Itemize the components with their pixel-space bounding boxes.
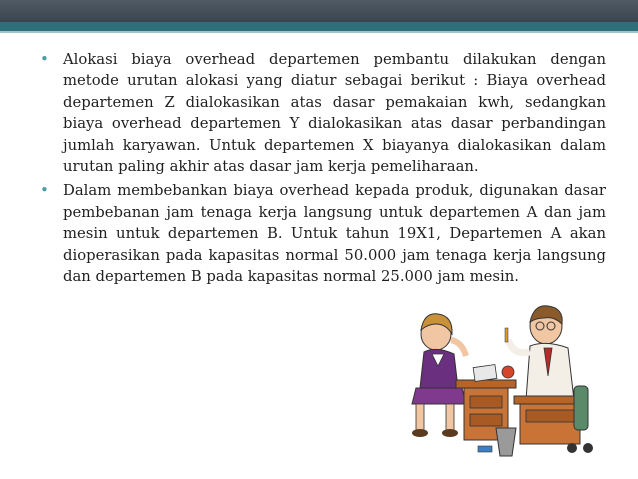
bullet-text: Alokasi biaya overhead departemen pembantu dilakukan dengan metode urutan alokasi yang diatur sebagai berikut : Biaya overhead departemen Z dialokasikan atas dasar pemakaian kwh, sedangkan biaya overhead departemen Y dialokasikan atas dasar perbandingan jumlah karyawan. Untuk departemen X biayanya dialokasikan dalam urutan paling akhir atas dasar jam kerja pemeliharaan.	[63, 51, 606, 176]
bullet-icon: •	[40, 181, 49, 200]
bullet-item	[40, 49, 606, 177]
header-band-teal	[0, 22, 638, 31]
bullet-text: Dalam membebankan biaya overhead kepada produk, digunakan dasar pembebanan jam tenaga kerja langsung untuk departemen A dan jam mesin untuk departemen B. Untuk tahun 19X1, Departemen A akan dioperasikan pada kapasitas normal 50.000 jam tenaga kerja langsung dan departemen B pada kapasitas normal 25.000 jam mesin.	[63, 182, 606, 286]
woman-figure	[412, 314, 466, 437]
office-workers-illustration	[396, 296, 596, 461]
bullet-item	[40, 180, 606, 287]
header-band-dark	[0, 0, 638, 22]
header-band-light	[0, 31, 638, 33]
slide-body	[40, 49, 606, 290]
bullet-icon: •	[40, 50, 49, 68]
